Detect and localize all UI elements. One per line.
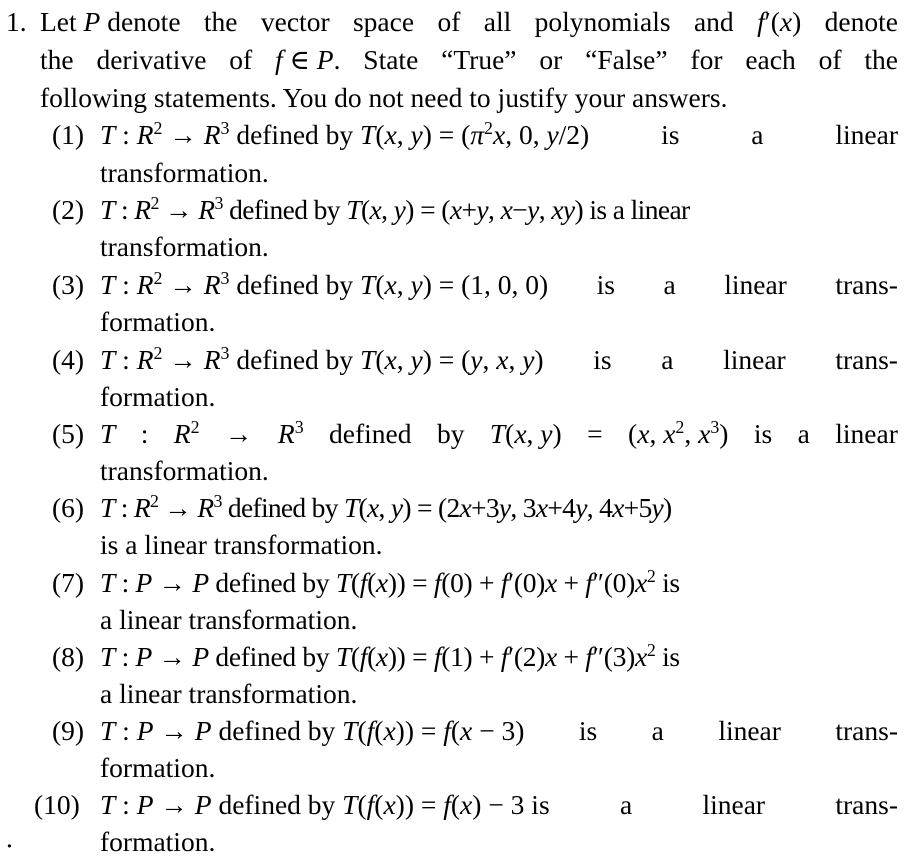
item-3-statement: T : $R^2 \to R^3$ defined by T(x, y) = (1, 0, 0) is a linear trans- (100, 268, 898, 300)
item-label: (10) (34, 789, 80, 820)
intro-line-1: Let P denote the vector space of all polynomials and f′(x) denote (40, 6, 898, 37)
item-1-continuation: transformation. (100, 157, 269, 188)
item-4-continuation: formation. (100, 381, 216, 412)
intro-line-2: the derivative of f ∈ P. State “True” or “False” for each of the (40, 44, 898, 75)
item-6-statement: T : $R^2 \to R^3$ defined by T(x, y) = (2x+3y, 3x+4y, 4x+5y) (100, 491, 672, 523)
item-label: (1) (52, 119, 85, 150)
item-9-statement: T : P → P defined by T(f(x)) = f(x − 3) is a linear trans- (100, 715, 898, 746)
item-2-continuation: transformation. (100, 231, 269, 262)
cutoff-next-line: ∙ (6, 830, 13, 861)
problem-number: 1. (6, 6, 27, 37)
item-10-continuation: formation. (100, 826, 216, 857)
item-label: (4) (52, 344, 85, 375)
item-7-statement: T : P → P defined by $T(f(x)) = f(0) + f'(0)x + f''(0)x^2$ is (100, 566, 680, 598)
item-label: (7) (52, 567, 85, 598)
item-label: (8) (52, 641, 85, 672)
item-8-continuation: a linear transformation. (100, 678, 358, 709)
item-1-statement: T : $R^2 \to R^3$ defined by T(x, $y) = (\pi^2x$, 0, y/2) is a linear (100, 118, 898, 150)
item-label: (6) (52, 492, 85, 523)
item-9-continuation: formation. (100, 752, 216, 783)
item-10-statement: T : P → P defined by T(f(x)) = f(x) − 3 is a linear trans- (100, 789, 898, 820)
item-label: (2) (52, 194, 85, 225)
item-4-statement: T : $R^2 \to R^3$ defined by T(x, y) = (y, x, y) is a linear trans- (100, 343, 898, 375)
item-7-continuation: a linear transformation. (100, 604, 358, 635)
item-label: (5) (52, 418, 85, 449)
intro-line-3: following statements. You do not need to justify your answers. (40, 82, 728, 113)
item-6-continuation: is a linear transformation. (100, 529, 383, 560)
item-label: (3) (52, 269, 85, 300)
item-label: (9) (52, 715, 85, 746)
item-5-continuation: transformation. (100, 455, 269, 486)
item-8-statement: T : P → P defined by $T(f(x)) = f(1) + f'(2)x + f''(3)x^2$ is (100, 640, 680, 672)
item-5-statement: T : $R^2$ → $R^3$ defined by T(x, y) = (x, $x^2$, $x^3$) is a linear (100, 417, 898, 449)
item-3-continuation: formation. (100, 306, 216, 337)
item-2-statement: T : $R^2 \to R^3$ defined by T(x, y) = (x+y, x−y, xy) is a linear (100, 193, 690, 225)
